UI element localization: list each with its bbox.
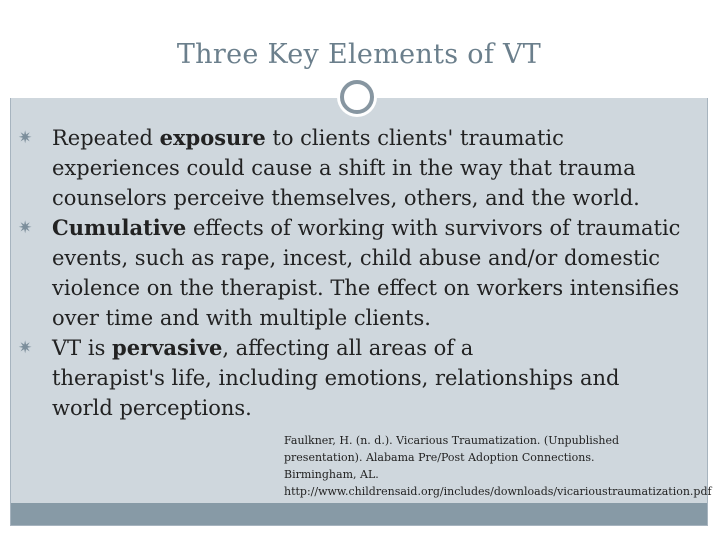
sparkle-bullet-icon: ✷ <box>18 218 33 238</box>
bullet-text-pre: VT is <box>52 336 113 360</box>
circle-ornament-icon <box>340 80 374 114</box>
bullet-item-cumulative <box>18 213 698 333</box>
bullet-list <box>18 123 698 423</box>
bullet-keyword: exposure <box>159 125 266 150</box>
slide-title: Three Key Elements of VT <box>176 39 542 70</box>
bullet-keyword: pervasive <box>112 335 223 360</box>
footer-bar <box>11 503 707 525</box>
bullet-keyword: Cumulative <box>52 215 187 240</box>
citation-text: Faulkner, H. (n. d.). Vicarious Traumatization. (Unpublished presentation). Alabama Pre/Post Adoption Connections. Birmingham, AL. http://www.childrensaid.org/includes/downloads/vicarioustraumatization.pdf <box>284 434 712 498</box>
bullet-continuation-line: therapist's life, including emotions, relationships and <box>52 366 620 390</box>
bullet-text-pre: Repeated <box>52 126 160 150</box>
bullet-item-pervasive <box>18 333 698 423</box>
bullet-text-post: , affecting all areas of a <box>222 336 474 360</box>
bullet-item-exposure <box>18 123 698 213</box>
sparkle-bullet-icon: ✷ <box>18 128 33 148</box>
bullet-continuation-line: world perceptions. <box>52 396 252 420</box>
bullet-text-post: to clients clients' traumatic experiences could cause a shift in the way that trauma counselors perceive themselves, others, and the world. <box>52 126 640 210</box>
bullet-text-post: effects of working with survivors of traumatic events, such as rape, incest, child abuse and/or domestic violence on the therapist. The effect on workers intensifies over time and with multiple clients. <box>52 216 681 330</box>
sparkle-bullet-icon: ✷ <box>18 338 33 358</box>
